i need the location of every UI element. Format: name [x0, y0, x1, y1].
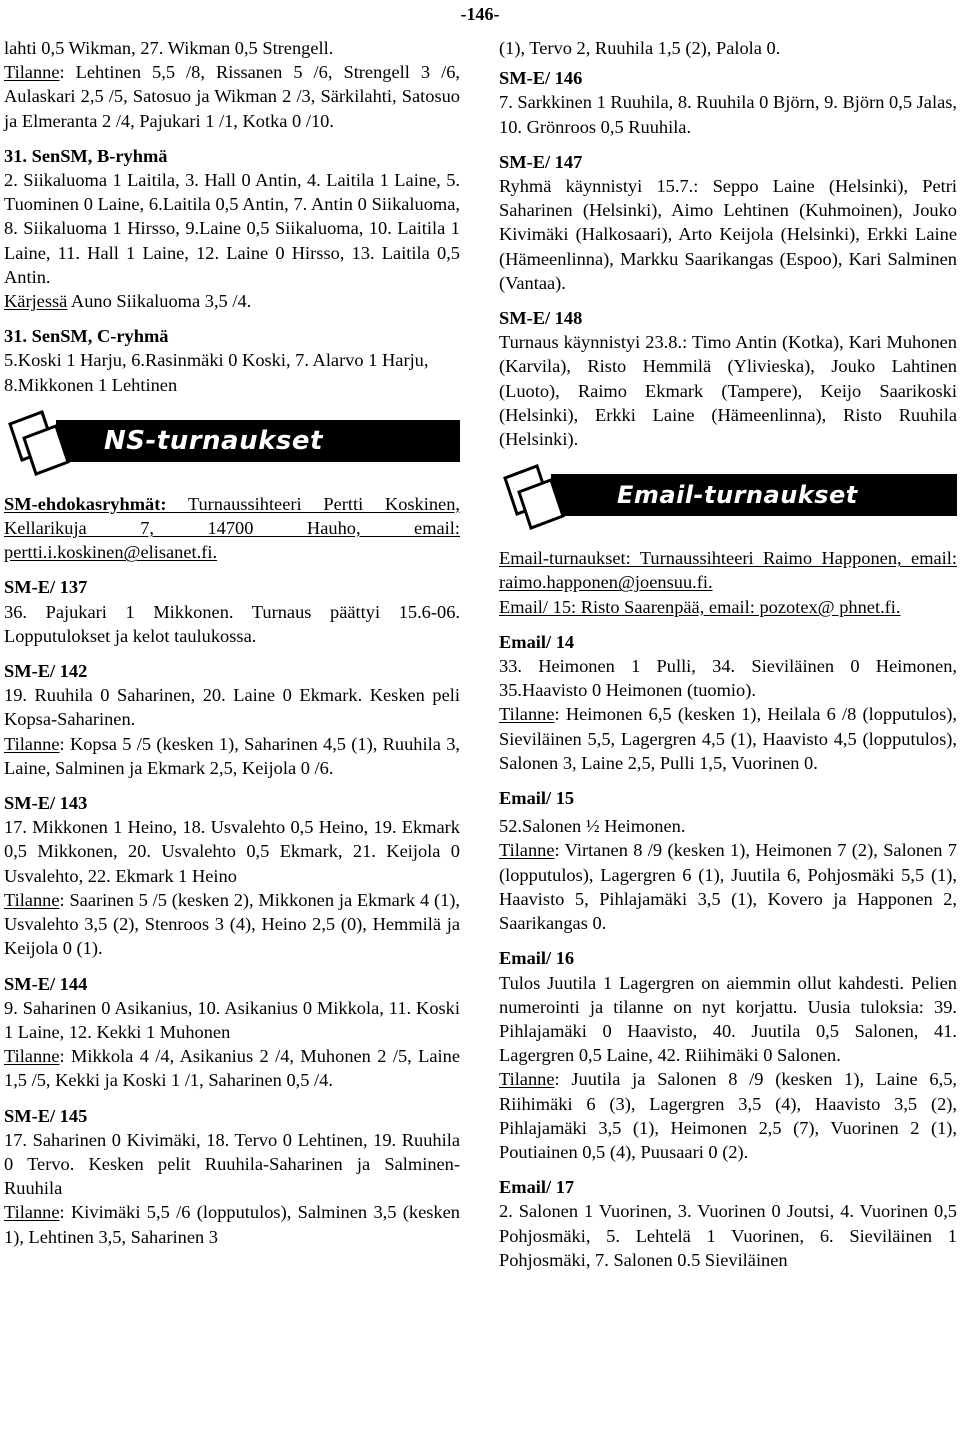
banner-title: Email-turnaukset [617, 481, 858, 510]
results-text: 17. Saharinen 0 Kivimäki, 18. Tervo 0 Lehtinen, 19. Ruuhila 0 Tervo. Kesken pelit Ruuhila-Saharinen ja Salminen-Ruuhila [4, 1129, 460, 1199]
section-heading: 31. SenSM, B-ryhmä [4, 145, 168, 166]
status-paragraph [499, 1067, 957, 1164]
status-text: : Kopsa 5 /5 (kesken 1), Saharinen 4,5 (1), Ruuhila 3, Laine, Salminen ja Ekmark 2,5, Keijola 0 /6. [4, 733, 460, 778]
results-text: 2. Siikaluoma 1 Laitila, 3. Hall 0 Antin, 4. Laitila 1 Laine, 5. Tuominen 0 Laine, 6.Laitila 0,5 Antin, 7. Antin 0 Siikaluoma, 8. Siikaluoma 1 Hirsso, 9.Laine 0,5 Siikaluoma, 10. Laitila 1 Laine, 11. Hall 1 Laine, 12. Laine 0 Hirsso, 13. Laitila 0,5 Antin. [4, 170, 460, 287]
page-number: -146- [460, 4, 500, 24]
contact-text[interactable]: Turnaussihteeri Pertti Koskinen, Kellarikuja 7, 14700 Hauho, email: pertti.i.koskinen@elisanet.fi. [4, 493, 460, 563]
document-pages-icon [4, 410, 76, 482]
status-text: : Saarinen 5 /5 (kesken 2), Mikkonen ja Ekmark 4 (1), Usvalehto 3,5 (2), Stenroos 3 (4), Heino 2,5 (0), Hemmilä ja Keijola 0 (1). [4, 889, 460, 959]
results-text: 5.Koski 1 Harju, 6.Rasinmäki 0 Koski, 7. Alarvo 1 Harju, 8.Mikkonen 1 Lehtinen [4, 350, 429, 395]
email-tournaments-banner [499, 464, 957, 536]
email-group-heading: Email/ 14 [499, 631, 575, 652]
banner-title: NS-turnaukset [104, 425, 323, 456]
results-text: 19. Ruuhila 0 Saharinen, 20. Laine 0 Ekmark. Kesken peli Kopsa-Saharinen. [4, 685, 460, 730]
contact-link[interactable]: Email-turnaukset: Turnaussihteeri Raimo Happonen, email: raimo.happonen@joensuu.fi. [499, 548, 957, 593]
status-label: Tilanne [4, 733, 60, 754]
leader-text: Auno Siikaluoma 3,5 /4. [67, 291, 252, 312]
paragraph: (1), Tervo 2, Ruuhila 1,5 (2), Palola 0. [499, 38, 781, 58]
status-label: Tilanne [4, 62, 60, 83]
contact-paragraph [499, 595, 957, 619]
right-column [499, 36, 957, 1272]
status-paragraph [4, 1200, 460, 1248]
left-column [4, 36, 460, 1249]
status-text: : Juutila ja Salonen 8 /9 (kesken 1), Laine 6,5, Riihimäki 6 (3), Lagergren 3,5 (4), Haavisto 3,5 (2), Pihlajamäki 3,5 (1), Heimonen 2,5 (7), Vuorinen 2 (1), Poutiainen 0,5 (4), Puusaari 0 (2). [499, 1069, 957, 1162]
status-label: Tilanne [4, 889, 60, 910]
ns-tournaments-banner [4, 410, 460, 482]
document-pages-icon [499, 464, 571, 536]
results-text: 33. Heimonen 1 Pulli, 34. Sieviläinen 0 Heimonen, 35.Haavisto 0 Heimonen (tuomio). [499, 656, 957, 701]
status-label: Tilanne [499, 840, 555, 861]
paragraph: lahti 0,5 Wikman, 27. Wikman 0,5 Strengell. [4, 38, 334, 58]
contact-link[interactable]: Email/ 15: Risto Saarenpää, email: pozotex@ phnet.fi. [499, 596, 901, 617]
email-group-heading: Email/ 15 [499, 788, 575, 809]
group-heading: SM-E/ 145 [4, 1105, 88, 1126]
group-heading: SM-E/ 143 [4, 793, 88, 814]
group-heading: SM-E/ 142 [4, 661, 88, 682]
status-paragraph [4, 60, 460, 133]
section-heading: 31. SenSM, C-ryhmä [4, 326, 169, 347]
status-label: Tilanne [499, 704, 555, 725]
status-text: : Kivimäki 5,5 /6 (lopputulos), Salminen 3,5 (kesken 1), Lehtinen 3,5, Saharinen 3 [4, 1202, 460, 1247]
participants-text: Ryhmä käynnistyi 15.7.: Seppo Laine (Helsinki), Petri Saharinen (Helsinki), Aimo Lehtinen (Kuhmoinen), Jouko Kivimäki (Halkosaari), Arto Keijola (Helsinki), Erkki Laine (Hämeenlinna), Markku Saarikangas (Espoo), Kari Salminen (Vantaa). [499, 176, 957, 293]
status-paragraph [499, 838, 957, 935]
results-text: Tulos Juutila 1 Lagergren on aiemmin ollut kahdesti. Pelien numerointi ja tilanne on nyt korjattu. Uusia tuloksia: 39. Pihlajamäki 0 Haavisto, 40. Juutila 0,5 Salonen, 41. Lagergren 0,5 Laine, 42. Riihimäki 0 Salonen. [499, 972, 957, 1066]
leader-paragraph [4, 289, 460, 313]
participants-text: Turnaus käynnistyi 23.8.: Timo Antin (Kotka), Kari Muhonen (Karvila), Risto Hemmilä (Ylivieska), Jouko Lahtinen (Luoto), Raimo Ekmark (Tampere), Keijo Saarikoski (Helsinki), Erkki Laine (Hämeenlinna), Risto Ruuhila (Helsinki). [499, 332, 957, 450]
group-heading: SM-E/ 148 [499, 308, 583, 329]
status-text: : Lehtinen 5,5 /8, Rissanen 5 /6, Strengell 3 /6, Aulaskari 2,5 /5, Satosuo ja Wikman 2 /3, Särkilahti, Satosuo ja Elmeranta 2 /4, Pajukari 1 /1, Kotka 0 /10. [4, 62, 460, 131]
status-text: : Heimonen 6,5 (kesken 1), Heilala 6 /8 (lopputulos), Sieviläinen 5,5, Lagergren 4,5 (1), Haavisto 4,5 (lopputulos), Salonen 3, Laine 2,5, Pulli 1,5, Vuorinen 0. [499, 704, 957, 773]
group-heading: SM-E/ 137 [4, 577, 88, 598]
status-paragraph [4, 1044, 460, 1092]
contact-paragraph [499, 546, 957, 594]
results-text: 17. Mikkonen 1 Heino, 18. Usvalehto 0,5 Heino, 19. Ekmark 0,5 Mikkonen, 20. Usvalehto 0,5 Ekmark, 21. Keijola 0 Usvalehto, 22. Ekmark 1 Heino [4, 817, 460, 886]
results-text: 36. Pajukari 1 Mikkonen. Turnaus päättyi 15.6-06. Lopputulokset ja kelot taulukossa. [4, 601, 460, 646]
results-text: 7. Sarkkinen 1 Ruuhila, 8. Ruuhila 0 Björn, 9. Björn 0,5 Jalas, 10. Grönroos 0,5 Ruuhila. [499, 92, 957, 137]
leader-label: Kärjessä [4, 291, 68, 312]
status-label: Tilanne [4, 1202, 60, 1223]
status-text: : Mikkola 4 /4, Asikanius 2 /4, Muhonen 2 /5, Laine 1,5 /5, Kekki ja Koski 1 /1, Saharinen 0,5 /4. [4, 1046, 460, 1091]
group-heading: SM-E/ 146 [499, 68, 583, 89]
status-label: Tilanne [4, 1046, 60, 1067]
results-text: 2. Salonen 1 Vuorinen, 3. Vuorinen 0 Joutsi, 4. Vuorinen 0,5 Pohjosmäki, 5. Lehtelä 1 Vuorinen, 6. Sieviläinen 1 Pohjosmäki, 7. Salonen 0.5 Sieviläinen [499, 1201, 957, 1270]
status-text: : Virtanen 8 /9 (kesken 1), Heimonen 7 (2), Salonen 7 (lopputulos), Lagergren 6 (1), Juutila 6, Pohjosmäki 5,5 (1), Haavisto 5, Pihlajamäki 3,5 (1), Kovero ja Happonen 2, Saarikangas 0. [499, 840, 957, 934]
status-paragraph [4, 888, 460, 961]
group-heading: SM-E/ 144 [4, 973, 88, 994]
email-group-heading: Email/ 17 [499, 1177, 575, 1198]
status-label: Tilanne [499, 1069, 555, 1090]
results-text: 9. Saharinen 0 Asikanius, 10. Asikanius 0 Mikkola, 11. Koski 1 Laine, 12. Kekki 1 Muhonen [4, 997, 460, 1042]
contact-paragraph [4, 492, 460, 565]
contact-label: SM-ehdokasryhmät: [4, 493, 167, 514]
results-text: 52.Salonen ½ Heimonen. [499, 816, 686, 837]
group-heading: SM-E/ 147 [499, 151, 583, 172]
email-group-heading: Email/ 16 [499, 948, 575, 969]
status-paragraph [499, 702, 957, 775]
status-paragraph [4, 732, 460, 780]
